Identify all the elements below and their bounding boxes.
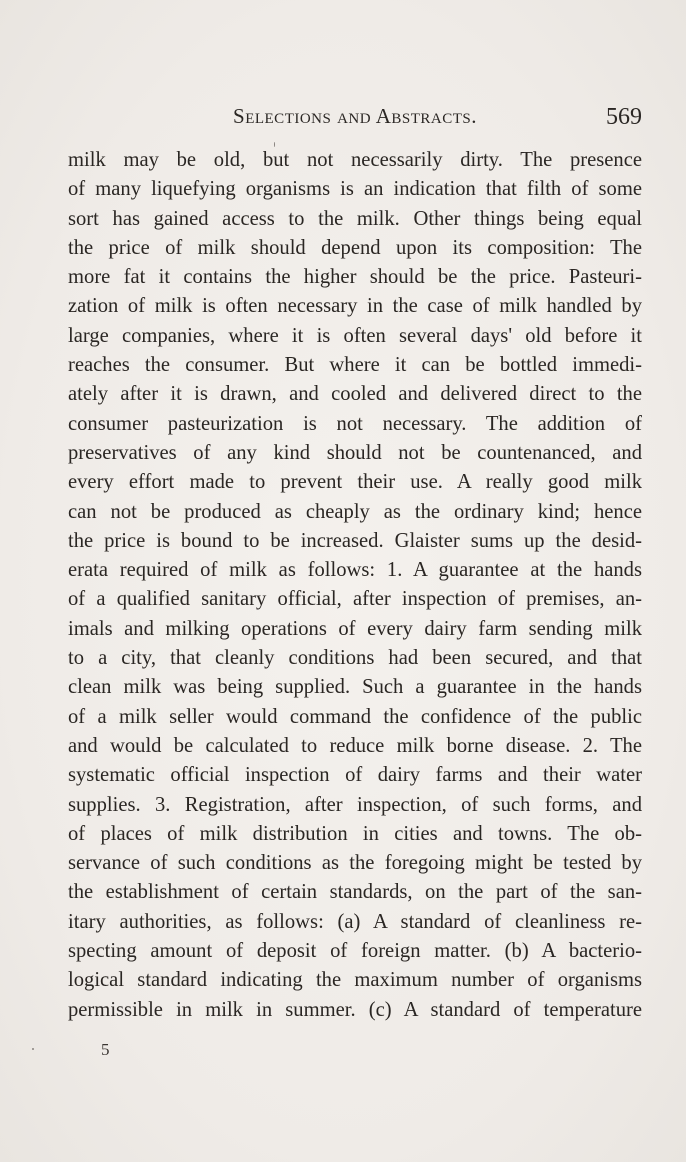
running-head: Selections and Abstracts.	[233, 104, 477, 128]
paper-speck	[274, 142, 275, 147]
text-line: clean milk was being supplied. Such a guarantee in the hands	[68, 676, 642, 699]
text-line: large companies, where it is often several days' old before it	[68, 324, 642, 347]
text-line: milk may be old, but not necessarily dirty. The presence	[68, 149, 642, 171]
text-line: logical standard indicating the maximum number of organisms	[68, 969, 642, 992]
text-line: sort has gained access to the milk. Other things being equal	[68, 207, 642, 230]
text-line: itary authorities, as follows: (a) A standard of cleanliness re-	[68, 910, 642, 933]
text-line: of a milk seller would command the confidence of the public	[68, 705, 642, 728]
text-line	[68, 1025, 642, 1026]
text-line: servance of such conditions as the foregoing might be tested by	[68, 852, 642, 875]
text-line: the establishment of certain standards, on the part of the san-	[68, 881, 642, 904]
text-line: of a qualified sanitary official, after inspection of premises, an-	[68, 588, 642, 611]
text-line: every effort made to prevent their use. A really good milk	[68, 471, 642, 494]
text-line: imals and milking operations of every dairy farm sending milk	[68, 617, 642, 640]
text-line: the price of milk should depend upon its composition: The	[68, 236, 642, 259]
text-line: permissible in milk in summer. (c) A standard of temperature	[68, 998, 642, 1021]
text-line: specting amount of deposit of foreign matter. (b) A bacterio-	[68, 940, 642, 963]
text-line: supplies. 3. Registration, after inspection, of such forms, and	[68, 793, 642, 816]
paper-speck	[32, 1048, 34, 1050]
body-text	[68, 146, 642, 1026]
text-line: of places of milk distribution in cities and towns. The ob-	[68, 822, 642, 845]
page-header	[68, 104, 642, 136]
signature-mark: 5	[101, 1040, 110, 1059]
text-line: to a city, that cleanly conditions had been secured, and that	[68, 647, 642, 670]
text-line: the price is bound to be increased. Glaister sums up the desid-	[68, 529, 642, 552]
text-line: reaches the consumer. But where it can be bottled immedi-	[68, 354, 642, 377]
text-line: consumer pasteurization is not necessary. The addition of	[68, 412, 642, 435]
text-line: ately after it is drawn, and cooled and delivered direct to the	[68, 383, 642, 406]
text-line: can not be produced as cheaply as the ordinary kind; hence	[68, 500, 642, 523]
text-line: erata required of milk as follows: 1. A guarantee at the hands	[68, 559, 642, 582]
text-line: and would be calculated to reduce milk borne disease. 2. The	[68, 734, 642, 757]
page-number: 569	[606, 104, 642, 130]
text-line: of many liquefying organisms is an indication that filth of some	[68, 178, 642, 201]
text-line: preservatives of any kind should not be countenanced, and	[68, 441, 642, 464]
text-line: zation of milk is often necessary in the case of milk handled by	[68, 295, 642, 318]
text-line: systematic official inspection of dairy farms and their water	[68, 764, 642, 787]
text-line: more fat it contains the higher should be the price. Pasteuri-	[68, 266, 642, 289]
